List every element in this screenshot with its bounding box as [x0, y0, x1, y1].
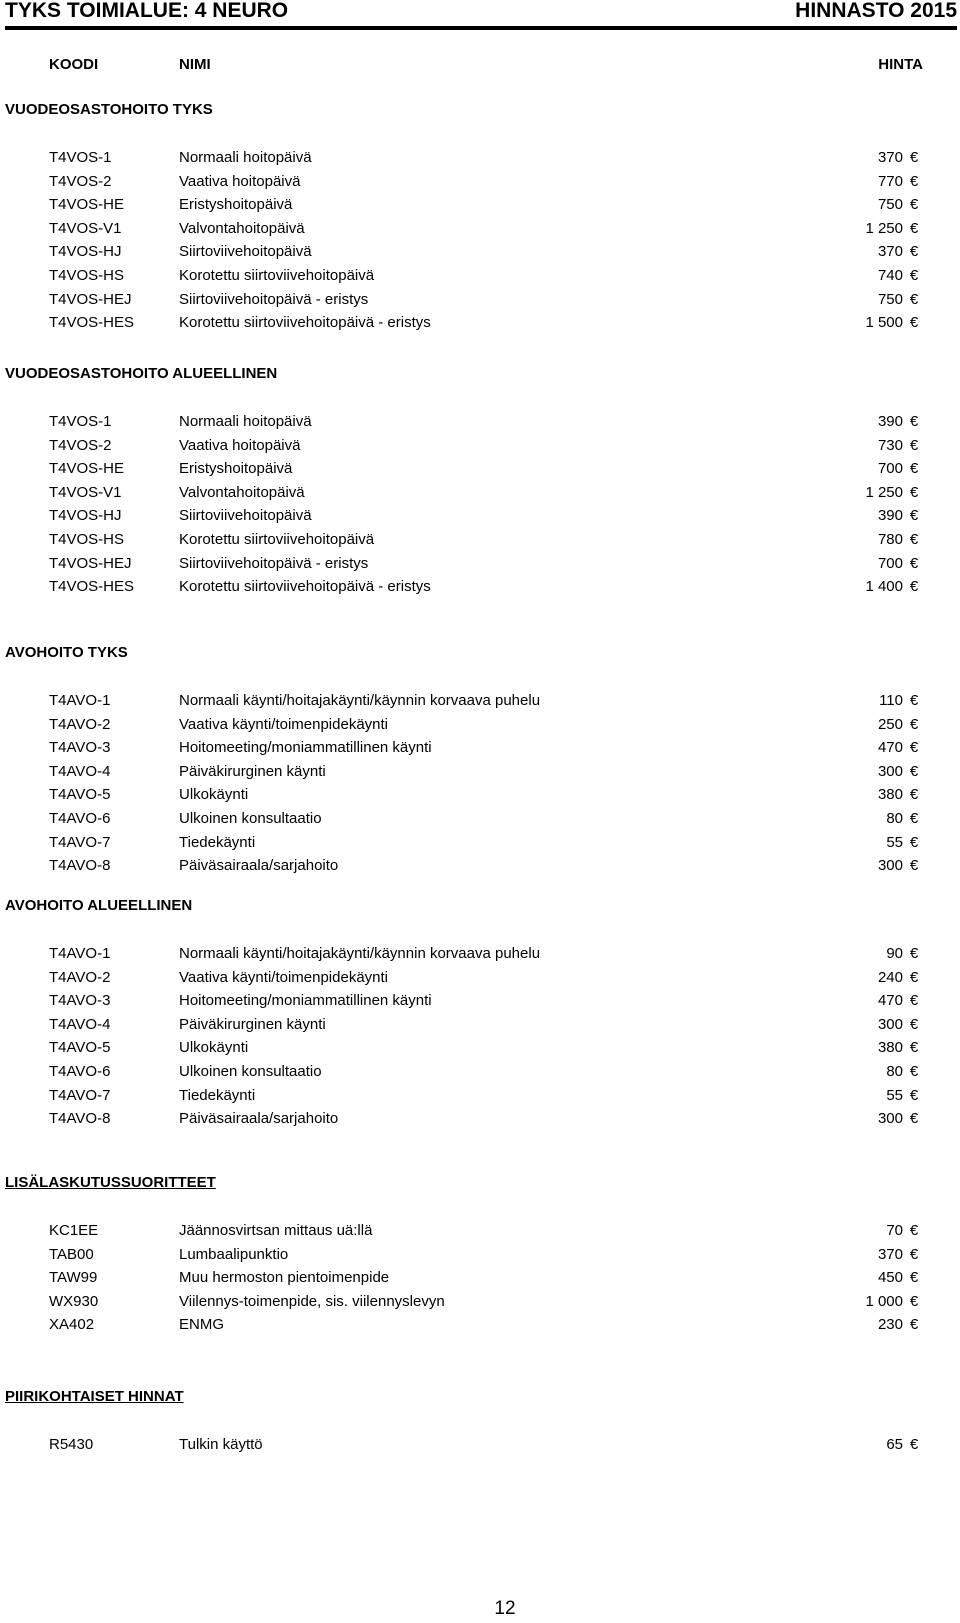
currency-symbol: € [909, 413, 919, 430]
currency-symbol: € [909, 149, 919, 166]
table-row [0, 1108, 960, 1130]
row-name: Tiedekäynti [179, 1086, 256, 1104]
row-name: Korotettu siirtoviivehoitopäivä - eristys [179, 578, 431, 596]
currency-symbol: € [909, 436, 919, 454]
currency-symbol: € [909, 1110, 919, 1128]
table-row [0, 737, 960, 759]
row-price: 1 000 [865, 1292, 903, 1310]
row-price: 230 [877, 1316, 903, 1334]
row-price: 380 [877, 1039, 903, 1057]
currency-symbol: € [909, 833, 919, 851]
row-code: T4AVO-7 [49, 1086, 111, 1104]
table-row [0, 1434, 960, 1456]
row-price: 700 [877, 460, 903, 478]
row-price: 1 250 [865, 483, 903, 501]
row-name: Ulkoinen konsultaatio [179, 810, 322, 827]
row-name: Siirtoviivehoitopäivä [179, 243, 312, 261]
section-title-text: VUODEOSASTOHOITO TYKS [5, 101, 213, 118]
section-title [5, 896, 192, 916]
row-name: Ulkokäynti [179, 1039, 249, 1057]
row-name: Ulkoinen konsultaatio [179, 1063, 322, 1080]
row-price: 70 [886, 1222, 903, 1239]
row-code: T4VOS-HS [49, 267, 125, 284]
table-row [0, 808, 960, 830]
currency-symbol: € [909, 857, 919, 875]
currency-symbol: € [909, 483, 919, 501]
row-code: T4AVO-4 [49, 1015, 111, 1033]
row-code: T4VOS-2 [49, 436, 112, 454]
row-price: 470 [877, 739, 903, 757]
section-title [5, 1173, 216, 1193]
row-price: 750 [877, 290, 903, 308]
currency-symbol: € [909, 1292, 919, 1310]
section-title [5, 1387, 184, 1407]
table-row [0, 171, 960, 193]
column-header-price: HINTA [878, 56, 923, 73]
row-price: 370 [877, 1245, 903, 1263]
row-name: Eristyshoitopäivä [179, 460, 293, 478]
row-price: 700 [877, 554, 903, 572]
row-code: XA402 [49, 1316, 95, 1334]
table-row [0, 312, 960, 334]
row-code: T4AVO-5 [49, 1039, 111, 1057]
row-name: Siirtoviivehoitopäivä [179, 507, 312, 525]
row-name: Siirtoviivehoitopäivä - eristys [179, 290, 369, 308]
currency-symbol: € [909, 762, 919, 780]
row-code: T4VOS-HS [49, 531, 125, 548]
currency-symbol: € [909, 1316, 919, 1334]
column-header-code: KOODI [49, 56, 99, 73]
row-price: 390 [877, 413, 903, 430]
currency-symbol: € [909, 1039, 919, 1057]
table-row [0, 505, 960, 527]
row-price: 740 [877, 267, 903, 284]
row-name: Eristyshoitopäivä [179, 196, 293, 214]
currency-symbol: € [909, 692, 919, 709]
row-code: T4VOS-HES [49, 578, 135, 596]
table-row [0, 990, 960, 1012]
row-name: Valvontahoitopäivä [179, 219, 305, 237]
table-row [0, 1085, 960, 1107]
row-price: 90 [886, 945, 903, 962]
row-price: 80 [886, 810, 903, 827]
table-row [0, 1220, 960, 1242]
row-code: T4VOS-1 [49, 149, 112, 166]
table-row [0, 147, 960, 169]
row-price: 55 [886, 1086, 903, 1104]
row-price: 370 [877, 149, 903, 166]
page-number: 12 [494, 1598, 516, 1619]
currency-symbol: € [909, 968, 919, 986]
row-price: 1 400 [865, 578, 903, 596]
row-code: T4AVO-5 [49, 786, 111, 804]
currency-symbol: € [909, 1063, 919, 1080]
row-price: 730 [877, 436, 903, 454]
row-price: 1 250 [865, 219, 903, 237]
currency-symbol: € [909, 219, 919, 237]
currency-symbol: € [909, 1436, 919, 1453]
row-code: T4VOS-2 [49, 172, 112, 190]
table-row [0, 194, 960, 216]
section-title [5, 100, 213, 120]
table-row [0, 832, 960, 854]
currency-symbol: € [909, 531, 919, 548]
currency-symbol: € [909, 715, 919, 733]
currency-symbol: € [909, 554, 919, 572]
row-name: Päiväkirurginen käynti [179, 762, 326, 780]
row-name: Normaali käynti/hoitajakäynti/käynnin korvaava puhelu [179, 692, 541, 709]
row-price: 1 500 [865, 314, 903, 332]
row-name: Vaativa käynti/toimenpidekäynti [179, 968, 389, 986]
row-price: 780 [877, 531, 903, 548]
row-code: T4AVO-2 [49, 715, 111, 733]
currency-symbol: € [909, 810, 919, 827]
currency-symbol: € [909, 243, 919, 261]
row-name: Viilennys-toimenpide, sis. viilennyslevyn [179, 1292, 445, 1310]
table-row [0, 529, 960, 551]
currency-symbol: € [909, 1015, 919, 1033]
row-code: T4VOS-HES [49, 314, 135, 332]
table-row [0, 1061, 960, 1083]
currency-symbol: € [909, 992, 919, 1010]
row-code: WX930 [49, 1292, 99, 1310]
table-row [0, 784, 960, 806]
row-name: Jäännosvirtsan mittaus uä:llä [179, 1222, 373, 1239]
column-header-name: NIMI [179, 56, 211, 73]
row-name: Hoitomeeting/moniammatillinen käynti [179, 992, 432, 1010]
table-row [0, 943, 960, 965]
row-name: Päiväsairaala/sarjahoito [179, 857, 339, 875]
section-title-text: LISÄLASKUTUSSUORITTEET [5, 1174, 216, 1191]
currency-symbol: € [909, 1222, 919, 1239]
table-row [0, 411, 960, 433]
row-code: R5430 [49, 1436, 94, 1453]
row-name: Normaali käynti/hoitajakäynti/käynnin korvaava puhelu [179, 945, 541, 962]
table-row [0, 1014, 960, 1036]
currency-symbol: € [909, 1269, 919, 1287]
table-row [0, 855, 960, 877]
row-name: Tulkin käyttö [179, 1436, 263, 1453]
page-header [5, 0, 957, 24]
table-row [0, 218, 960, 240]
table-row [0, 690, 960, 712]
row-price: 65 [886, 1436, 903, 1453]
row-name: Vaativa hoitopäivä [179, 172, 301, 190]
row-name: Vaativa hoitopäivä [179, 436, 301, 454]
row-name: Korotettu siirtoviivehoitopäivä - eristys [179, 314, 431, 332]
currency-symbol: € [909, 460, 919, 478]
currency-symbol: € [909, 267, 919, 284]
table-row [0, 576, 960, 598]
section-title-text: PIIRIKOHTAISET HINNAT [5, 1388, 184, 1405]
currency-symbol: € [909, 196, 919, 214]
row-price: 300 [877, 857, 903, 875]
row-price: 750 [877, 196, 903, 214]
row-code: T4AVO-7 [49, 833, 111, 851]
row-name: Päiväsairaala/sarjahoito [179, 1110, 339, 1128]
row-code: TAW99 [49, 1269, 98, 1287]
table-row [0, 967, 960, 989]
table-row [0, 714, 960, 736]
row-name: ENMG [179, 1316, 224, 1334]
row-price: 770 [877, 172, 903, 190]
table-row [0, 458, 960, 480]
row-name: Lumbaalipunktio [179, 1245, 289, 1263]
currency-symbol: € [909, 578, 919, 596]
row-code: T4AVO-2 [49, 968, 111, 986]
table-row [0, 435, 960, 457]
row-code: T4AVO-3 [49, 992, 111, 1010]
currency-symbol: € [909, 786, 919, 804]
row-price: 370 [877, 243, 903, 261]
row-code: T4VOS-1 [49, 413, 112, 430]
table-row [0, 553, 960, 575]
row-code: T4AVO-8 [49, 857, 111, 875]
row-price: 110 [879, 692, 903, 709]
row-code: T4AVO-6 [49, 1063, 111, 1080]
row-code: T4AVO-1 [49, 692, 111, 709]
section-title-text: VUODEOSASTOHOITO ALUEELLINEN [5, 365, 278, 382]
table-row [0, 1037, 960, 1059]
table-row [0, 241, 960, 263]
table-row [0, 1267, 960, 1289]
row-price: 390 [877, 507, 903, 525]
section-title-text: AVOHOITO TYKS [5, 644, 128, 661]
row-name: Korotettu siirtoviivehoitopäivä [179, 267, 375, 284]
section-title [5, 643, 128, 663]
row-price: 300 [877, 1015, 903, 1033]
table-row [0, 482, 960, 504]
row-code: T4VOS-HEJ [49, 290, 132, 308]
row-code: T4AVO-6 [49, 810, 111, 827]
section-title-text: AVOHOITO ALUEELLINEN [5, 897, 193, 914]
row-price: 250 [877, 715, 903, 733]
table-row [0, 289, 960, 311]
row-price: 380 [877, 786, 903, 804]
row-price: 240 [877, 968, 903, 986]
row-code: T4AVO-3 [49, 739, 111, 757]
row-code: T4VOS-HE [49, 196, 125, 214]
header-rule [5, 26, 957, 30]
row-name: Valvontahoitopäivä [179, 483, 305, 501]
row-code: T4AVO-1 [49, 945, 111, 962]
row-code: KC1EE [49, 1222, 99, 1239]
row-name: Päiväkirurginen käynti [179, 1015, 326, 1033]
currency-symbol: € [909, 314, 919, 332]
row-price: 300 [877, 1110, 903, 1128]
table-row [0, 1291, 960, 1313]
row-price: 300 [877, 762, 903, 780]
currency-symbol: € [909, 1245, 919, 1263]
row-name: Tiedekäynti [179, 833, 256, 851]
row-name: Korotettu siirtoviivehoitopäivä [179, 531, 375, 548]
row-price: 450 [877, 1269, 903, 1287]
row-name: Muu hermoston pientoimenpide [179, 1269, 390, 1287]
row-price: 80 [886, 1063, 903, 1080]
currency-symbol: € [909, 172, 919, 190]
row-code: T4VOS-HE [49, 460, 125, 478]
row-name: Hoitomeeting/moniammatillinen käynti [179, 739, 432, 757]
header-price-list-year: HINNASTO 2015 [795, 0, 957, 22]
row-code: T4VOS-HJ [49, 243, 122, 261]
currency-symbol: € [909, 739, 919, 757]
section-title [5, 364, 277, 384]
row-name: Siirtoviivehoitopäivä - eristys [179, 554, 369, 572]
row-code: TAB00 [49, 1245, 94, 1263]
row-price: 470 [877, 992, 903, 1010]
row-name: Vaativa käynti/toimenpidekäynti [179, 715, 389, 733]
row-name: Normaali hoitopäivä [179, 413, 312, 430]
row-code: T4AVO-8 [49, 1110, 111, 1128]
currency-symbol: € [909, 1086, 919, 1104]
currency-symbol: € [909, 507, 919, 525]
table-row [0, 1314, 960, 1336]
currency-symbol: € [909, 290, 919, 308]
row-name: Ulkokäynti [179, 786, 249, 804]
row-price: 55 [886, 833, 903, 851]
row-code: T4AVO-4 [49, 762, 111, 780]
row-name: Normaali hoitopäivä [179, 149, 312, 166]
table-row [0, 761, 960, 783]
table-row [0, 1244, 960, 1266]
currency-symbol: € [909, 945, 919, 962]
row-code: T4VOS-V1 [49, 483, 122, 501]
row-code: T4VOS-V1 [49, 219, 122, 237]
row-code: T4VOS-HJ [49, 507, 122, 525]
header-title: TYKS TOIMIALUE: 4 NEURO [5, 0, 289, 22]
table-row [0, 265, 960, 287]
row-code: T4VOS-HEJ [49, 554, 132, 572]
